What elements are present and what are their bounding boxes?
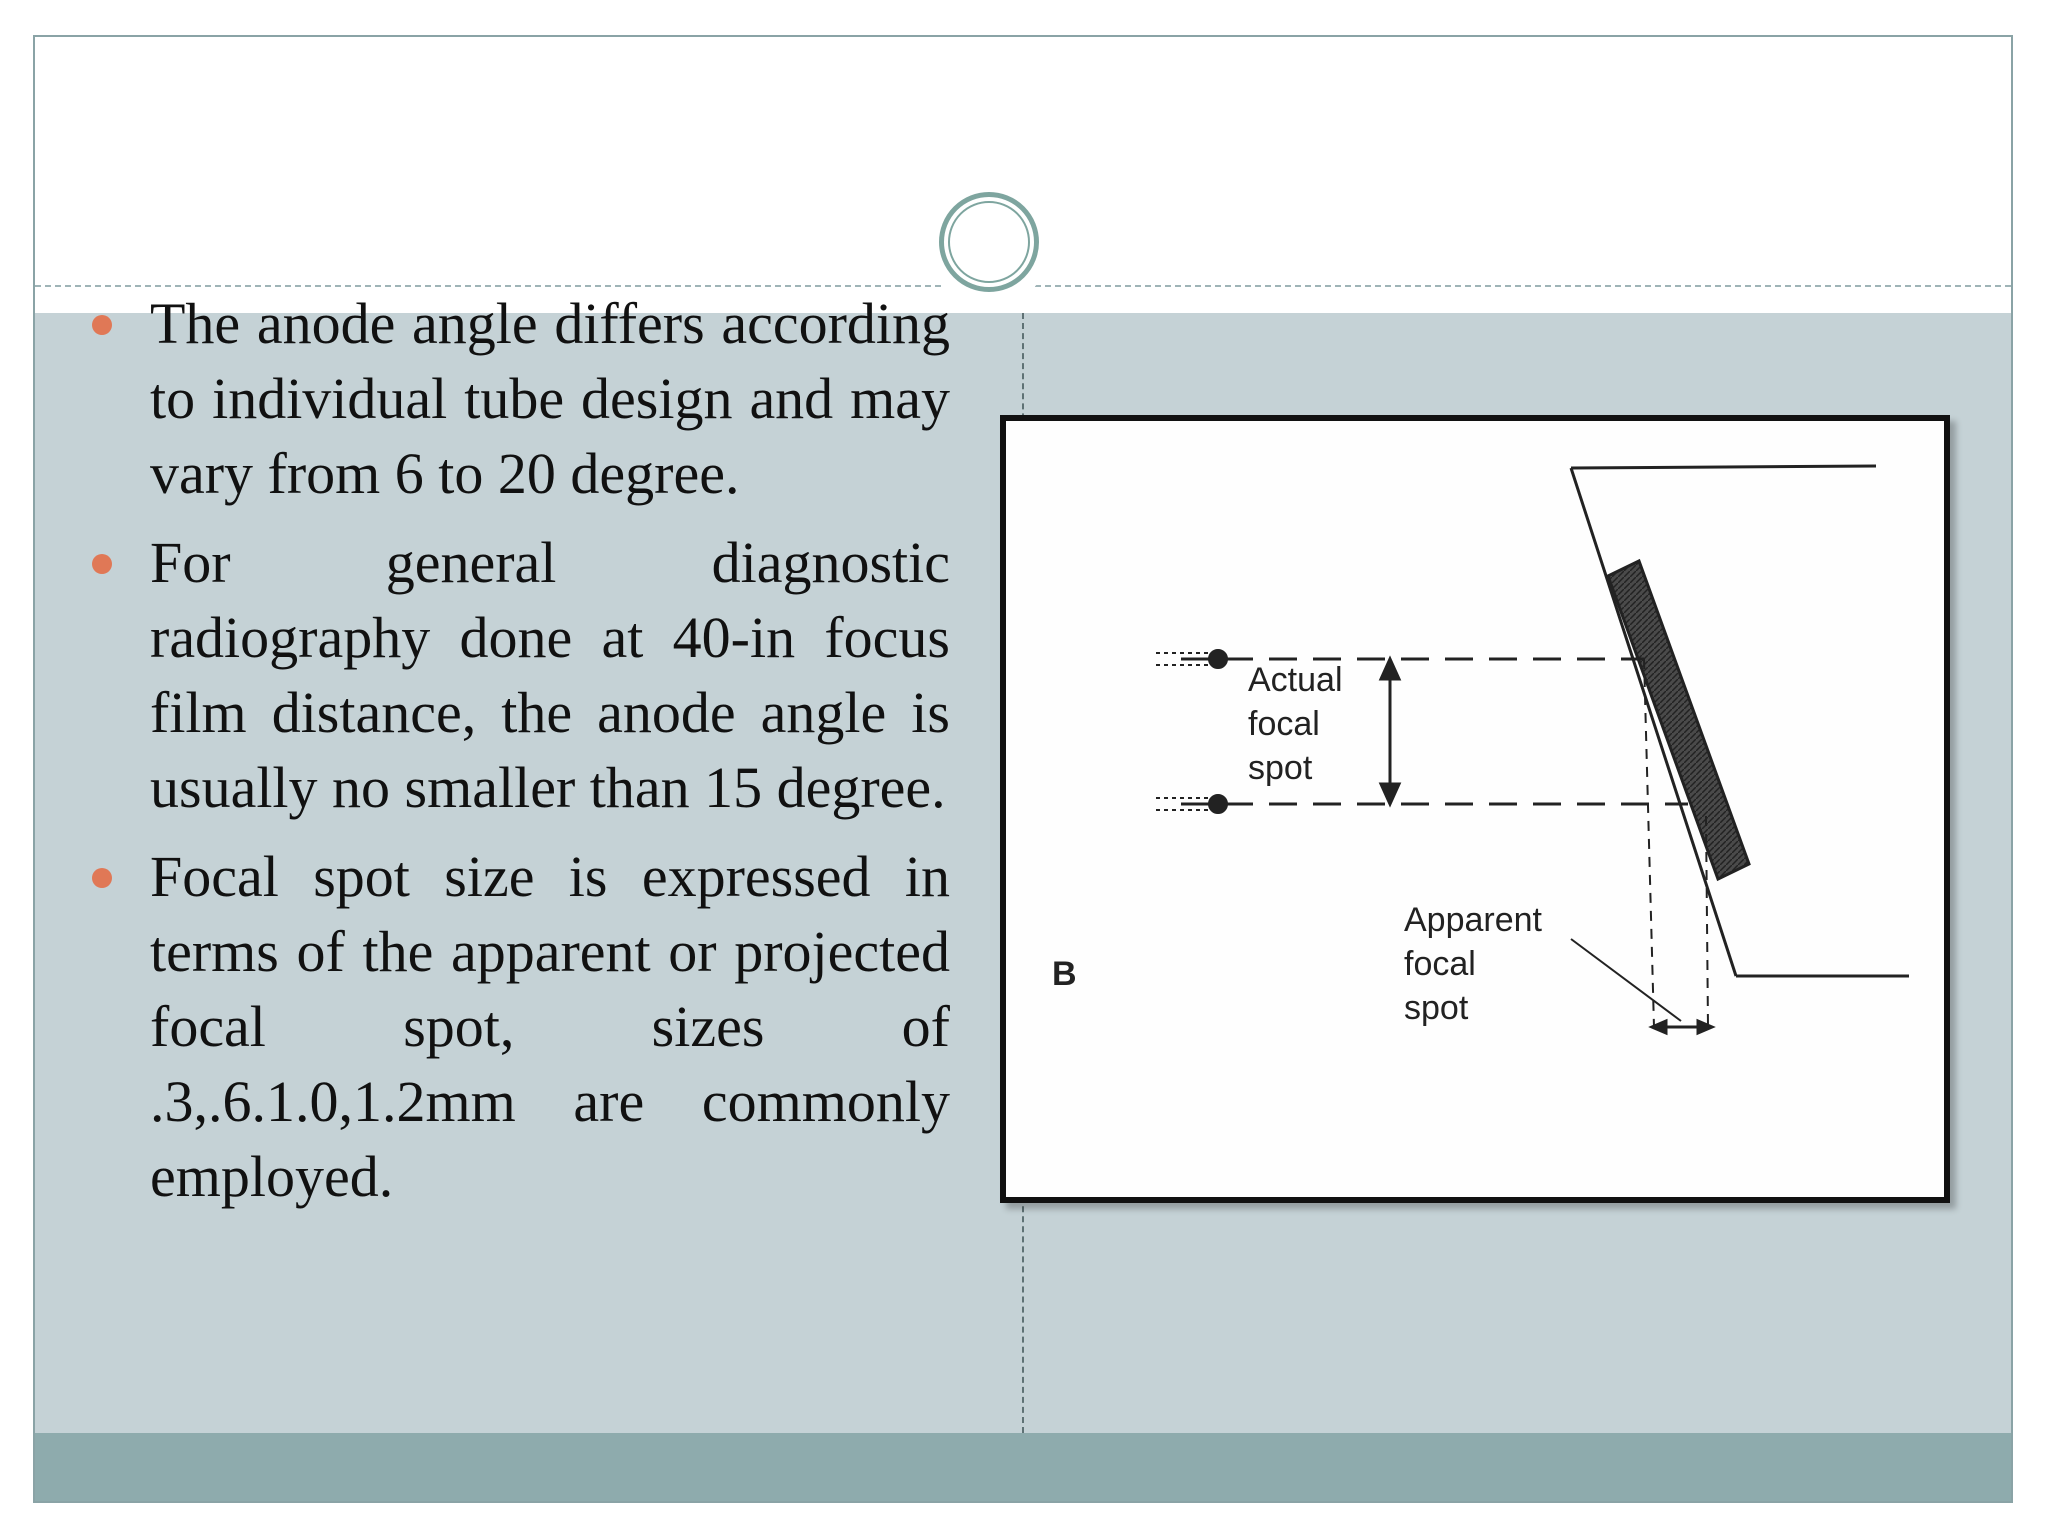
actual-dimension-arrow bbox=[1381, 659, 1399, 804]
anode-outline bbox=[1571, 466, 1909, 976]
decorative-ring-inner bbox=[948, 201, 1030, 283]
apparent-label-line-2: focal bbox=[1404, 945, 1476, 983]
apparent-label-line-3: spot bbox=[1404, 989, 1469, 1027]
apparent-leader-line bbox=[1571, 939, 1681, 1021]
actual-label-line-2: focal bbox=[1248, 705, 1320, 743]
focal-spot-diagram-svg bbox=[1006, 421, 1944, 1197]
bullet-marker-icon bbox=[92, 868, 112, 888]
apparent-dimension-arrow bbox=[1652, 1021, 1712, 1033]
bullet-marker-icon bbox=[92, 315, 112, 335]
footer-band bbox=[35, 1433, 2011, 1503]
bullet-item bbox=[110, 839, 950, 1214]
bullet-list bbox=[110, 286, 950, 1228]
bullet-item bbox=[110, 286, 950, 511]
bullet-text: For general diagnostic radiography done at 40-in focus film distance, the anode angle is usually no smaller than 15 degree. bbox=[150, 530, 950, 820]
actual-focal-spot-arrows bbox=[1156, 650, 1227, 813]
actual-label-line-3: spot bbox=[1248, 749, 1313, 787]
actual-label-line-1: Actual bbox=[1248, 661, 1343, 699]
panel-letter: B bbox=[1052, 955, 1077, 993]
focal-spot-diagram bbox=[1000, 415, 1950, 1203]
bullet-text: Focal spot size is expressed in terms of the apparent or projected focal spot, sizes of .3,.6.1.0,1.2mm are commonly employed. bbox=[150, 844, 950, 1209]
bullet-item bbox=[110, 525, 950, 825]
bullet-marker-icon bbox=[92, 554, 112, 574]
bullet-text: The anode angle differs according to individual tube design and may vary from 6 to 20 degree. bbox=[150, 291, 950, 506]
anode-target-block bbox=[1608, 561, 1749, 879]
apparent-label-line-1: Apparent bbox=[1404, 901, 1542, 939]
